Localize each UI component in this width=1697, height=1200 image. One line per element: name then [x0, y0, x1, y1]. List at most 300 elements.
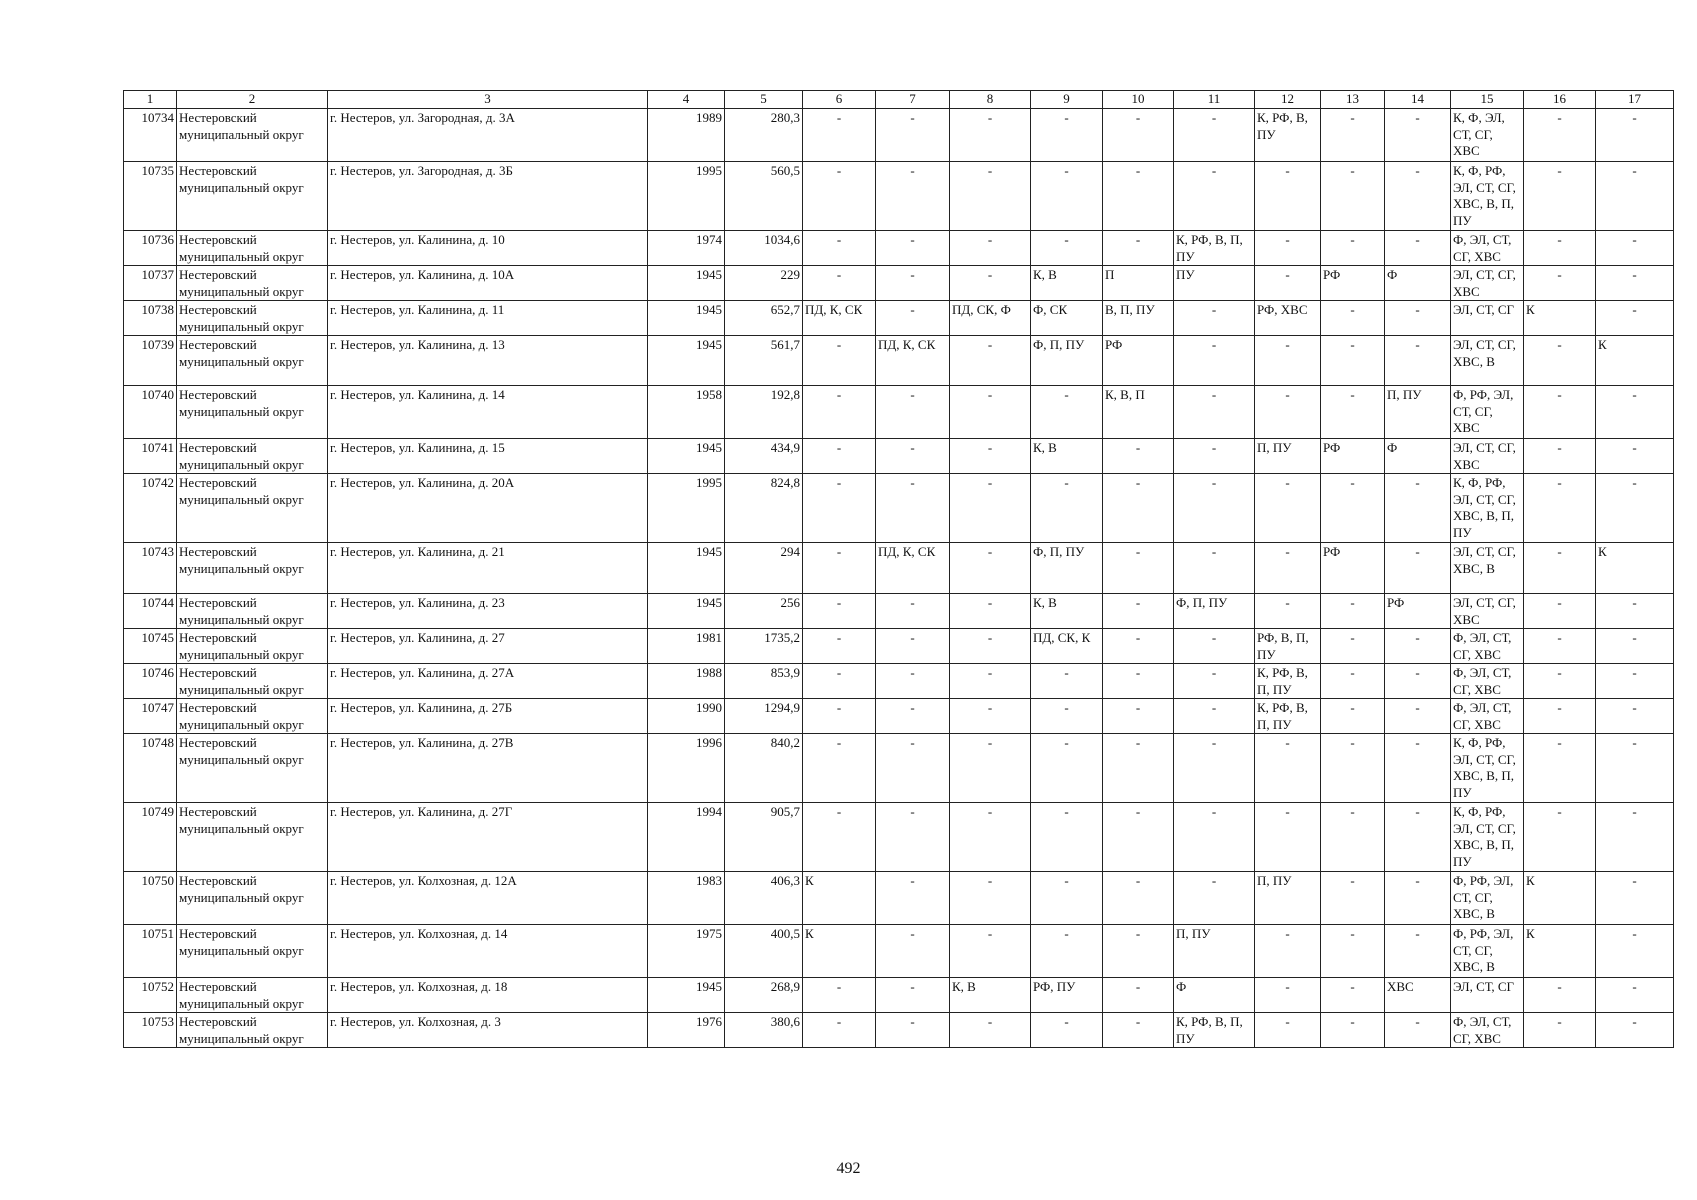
cell-col-3: г. Нестеров, ул. Калинина, д. 14 — [328, 386, 648, 439]
table-row — [124, 336, 1674, 386]
column-header-8: 8 — [950, 91, 1031, 109]
cell-col-1: 10739 — [124, 336, 177, 386]
cell-col-13: - — [1321, 109, 1385, 162]
cell-col-1: 10734 — [124, 109, 177, 162]
cell-col-8: - — [950, 386, 1031, 439]
cell-col-2: Нестеровский муниципальный округ — [177, 699, 328, 734]
cell-col-2: Нестеровский муниципальный округ — [177, 386, 328, 439]
cell-col-10: - — [1103, 629, 1174, 664]
table-row — [124, 109, 1674, 162]
cell-col-8: - — [950, 162, 1031, 231]
cell-col-14: Ф — [1385, 439, 1451, 474]
cell-col-16: - — [1524, 439, 1596, 474]
cell-col-17: - — [1596, 699, 1674, 734]
cell-col-6: - — [803, 386, 876, 439]
cell-col-16: - — [1524, 629, 1596, 664]
cell-col-4: 1974 — [648, 231, 725, 266]
cell-col-8: - — [950, 925, 1031, 978]
column-header-7: 7 — [876, 91, 950, 109]
cell-col-13: - — [1321, 386, 1385, 439]
table-row — [124, 266, 1674, 301]
cell-col-5: 652,7 — [725, 301, 803, 336]
cell-col-6: - — [803, 803, 876, 872]
cell-col-9: - — [1031, 803, 1103, 872]
cell-col-15: Ф, РФ, ЭЛ, СТ, СГ, ХВС, В — [1451, 872, 1524, 925]
cell-col-2: Нестеровский муниципальный округ — [177, 439, 328, 474]
cell-col-3: г. Нестеров, ул. Колхозная, д. 3 — [328, 1013, 648, 1048]
cell-col-11: - — [1174, 629, 1255, 664]
cell-col-16: - — [1524, 162, 1596, 231]
cell-col-5: 192,8 — [725, 386, 803, 439]
cell-col-17: - — [1596, 629, 1674, 664]
cell-col-12: - — [1255, 594, 1321, 629]
cell-col-4: 1995 — [648, 162, 725, 231]
cell-col-1: 10738 — [124, 301, 177, 336]
cell-col-17: - — [1596, 109, 1674, 162]
column-header-14: 14 — [1385, 91, 1451, 109]
column-header-5: 5 — [725, 91, 803, 109]
table-row — [124, 301, 1674, 336]
cell-col-10: - — [1103, 925, 1174, 978]
cell-col-3: г. Нестеров, ул. Калинина, д. 27 — [328, 629, 648, 664]
cell-col-4: 1958 — [648, 386, 725, 439]
cell-col-11: - — [1174, 872, 1255, 925]
cell-col-2: Нестеровский муниципальный округ — [177, 734, 328, 803]
cell-col-10: - — [1103, 734, 1174, 803]
cell-col-14: ХВС — [1385, 978, 1451, 1013]
cell-col-4: 1983 — [648, 872, 725, 925]
cell-col-4: 1945 — [648, 301, 725, 336]
cell-col-1: 10747 — [124, 699, 177, 734]
cell-col-3: г. Нестеров, ул. Калинина, д. 27Г — [328, 803, 648, 872]
cell-col-8: - — [950, 543, 1031, 594]
table-row — [124, 872, 1674, 925]
cell-col-2: Нестеровский муниципальный округ — [177, 109, 328, 162]
cell-col-17: - — [1596, 925, 1674, 978]
cell-col-9: - — [1031, 734, 1103, 803]
column-header-10: 10 — [1103, 91, 1174, 109]
cell-col-5: 561,7 — [725, 336, 803, 386]
cell-col-6: - — [803, 734, 876, 803]
cell-col-12: П, ПУ — [1255, 439, 1321, 474]
cell-col-10: - — [1103, 109, 1174, 162]
cell-col-14: - — [1385, 474, 1451, 543]
cell-col-6: - — [803, 1013, 876, 1048]
cell-col-1: 10752 — [124, 978, 177, 1013]
cell-col-12: - — [1255, 386, 1321, 439]
cell-col-13: - — [1321, 803, 1385, 872]
cell-col-10: К, В, П — [1103, 386, 1174, 439]
cell-col-13: - — [1321, 336, 1385, 386]
cell-col-5: 380,6 — [725, 1013, 803, 1048]
cell-col-11: ПУ — [1174, 266, 1255, 301]
cell-col-15: ЭЛ, СТ, СГ, ХВС — [1451, 266, 1524, 301]
cell-col-5: 400,5 — [725, 925, 803, 978]
cell-col-16: - — [1524, 699, 1596, 734]
cell-col-8: - — [950, 594, 1031, 629]
cell-col-5: 280,3 — [725, 109, 803, 162]
cell-col-5: 1735,2 — [725, 629, 803, 664]
column-header-6: 6 — [803, 91, 876, 109]
cell-col-4: 1989 — [648, 109, 725, 162]
cell-col-1: 10744 — [124, 594, 177, 629]
cell-col-15: Ф, ЭЛ, СТ, СГ, ХВС — [1451, 664, 1524, 699]
cell-col-13: - — [1321, 162, 1385, 231]
cell-col-12: РФ, ХВС — [1255, 301, 1321, 336]
cell-col-8: - — [950, 231, 1031, 266]
cell-col-4: 1988 — [648, 664, 725, 699]
cell-col-6: ПД, К, СК — [803, 301, 876, 336]
cell-col-12: - — [1255, 266, 1321, 301]
column-header-9: 9 — [1031, 91, 1103, 109]
cell-col-4: 1945 — [648, 543, 725, 594]
cell-col-13: - — [1321, 734, 1385, 803]
cell-col-8: - — [950, 1013, 1031, 1048]
cell-col-6: - — [803, 978, 876, 1013]
cell-col-16: - — [1524, 803, 1596, 872]
cell-col-9: Ф, П, ПУ — [1031, 336, 1103, 386]
cell-col-4: 1945 — [648, 594, 725, 629]
column-header-11: 11 — [1174, 91, 1255, 109]
cell-col-12: - — [1255, 803, 1321, 872]
cell-col-7: ПД, К, СК — [876, 543, 950, 594]
column-header-2: 2 — [177, 91, 328, 109]
cell-col-7: - — [876, 734, 950, 803]
cell-col-3: г. Нестеров, ул. Колхозная, д. 18 — [328, 978, 648, 1013]
cell-col-8: К, В — [950, 978, 1031, 1013]
cell-col-1: 10746 — [124, 664, 177, 699]
cell-col-16: К — [1524, 301, 1596, 336]
cell-col-8: - — [950, 699, 1031, 734]
cell-col-13: - — [1321, 925, 1385, 978]
cell-col-12: К, РФ, В, ПУ — [1255, 109, 1321, 162]
cell-col-9: - — [1031, 1013, 1103, 1048]
cell-col-16: - — [1524, 594, 1596, 629]
cell-col-17: - — [1596, 664, 1674, 699]
cell-col-3: г. Нестеров, ул. Калинина, д. 15 — [328, 439, 648, 474]
cell-col-7: - — [876, 474, 950, 543]
table-body — [124, 109, 1674, 1048]
cell-col-11: Ф, П, ПУ — [1174, 594, 1255, 629]
cell-col-14: - — [1385, 543, 1451, 594]
cell-col-17: - — [1596, 439, 1674, 474]
cell-col-7: - — [876, 664, 950, 699]
column-header-16: 16 — [1524, 91, 1596, 109]
cell-col-15: ЭЛ, СТ, СГ — [1451, 301, 1524, 336]
cell-col-10: - — [1103, 543, 1174, 594]
cell-col-2: Нестеровский муниципальный округ — [177, 301, 328, 336]
table-row — [124, 543, 1674, 594]
cell-col-15: Ф, ЭЛ, СТ, СГ, ХВС — [1451, 629, 1524, 664]
cell-col-7: - — [876, 1013, 950, 1048]
column-header-4: 4 — [648, 91, 725, 109]
cell-col-16: К — [1524, 925, 1596, 978]
cell-col-4: 1996 — [648, 734, 725, 803]
column-header-13: 13 — [1321, 91, 1385, 109]
cell-col-17: - — [1596, 386, 1674, 439]
cell-col-10: - — [1103, 231, 1174, 266]
cell-col-1: 10748 — [124, 734, 177, 803]
cell-col-11: Ф — [1174, 978, 1255, 1013]
cell-col-16: - — [1524, 543, 1596, 594]
cell-col-16: - — [1524, 664, 1596, 699]
cell-col-7: - — [876, 925, 950, 978]
cell-col-6: - — [803, 474, 876, 543]
cell-col-3: г. Нестеров, ул. Колхозная, д. 14 — [328, 925, 648, 978]
cell-col-3: г. Нестеров, ул. Калинина, д. 21 — [328, 543, 648, 594]
cell-col-15: Ф, РФ, ЭЛ, СТ, СГ, ХВС — [1451, 386, 1524, 439]
table-row — [124, 162, 1674, 231]
cell-col-6: - — [803, 543, 876, 594]
cell-col-5: 229 — [725, 266, 803, 301]
cell-col-13: - — [1321, 231, 1385, 266]
cell-col-4: 1945 — [648, 336, 725, 386]
cell-col-17: - — [1596, 162, 1674, 231]
cell-col-10: В, П, ПУ — [1103, 301, 1174, 336]
cell-col-4: 1975 — [648, 925, 725, 978]
cell-col-17: - — [1596, 872, 1674, 925]
cell-col-1: 10740 — [124, 386, 177, 439]
cell-col-10: П — [1103, 266, 1174, 301]
cell-col-10: - — [1103, 594, 1174, 629]
cell-col-15: Ф, РФ, ЭЛ, СТ, СГ, ХВС, В — [1451, 925, 1524, 978]
cell-col-12: П, ПУ — [1255, 872, 1321, 925]
cell-col-9: - — [1031, 925, 1103, 978]
column-header-3: 3 — [328, 91, 648, 109]
cell-col-10: - — [1103, 162, 1174, 231]
cell-col-15: К, Ф, РФ, ЭЛ, СТ, СГ, ХВС, В, П, ПУ — [1451, 474, 1524, 543]
cell-col-15: Ф, ЭЛ, СТ, СГ, ХВС — [1451, 699, 1524, 734]
cell-col-13: РФ — [1321, 266, 1385, 301]
cell-col-1: 10741 — [124, 439, 177, 474]
cell-col-4: 1976 — [648, 1013, 725, 1048]
cell-col-16: - — [1524, 1013, 1596, 1048]
cell-col-12: - — [1255, 162, 1321, 231]
cell-col-9: РФ, ПУ — [1031, 978, 1103, 1013]
cell-col-9: - — [1031, 872, 1103, 925]
cell-col-11: - — [1174, 301, 1255, 336]
cell-col-15: К, Ф, РФ, ЭЛ, СТ, СГ, ХВС, В, П, ПУ — [1451, 162, 1524, 231]
cell-col-9: - — [1031, 699, 1103, 734]
cell-col-13: - — [1321, 474, 1385, 543]
cell-col-9: Ф, СК — [1031, 301, 1103, 336]
cell-col-7: - — [876, 872, 950, 925]
cell-col-14: - — [1385, 162, 1451, 231]
cell-col-9: - — [1031, 231, 1103, 266]
cell-col-8: - — [950, 474, 1031, 543]
cell-col-5: 406,3 — [725, 872, 803, 925]
cell-col-2: Нестеровский муниципальный округ — [177, 266, 328, 301]
cell-col-6: - — [803, 162, 876, 231]
cell-col-10: - — [1103, 872, 1174, 925]
cell-col-10: РФ — [1103, 336, 1174, 386]
cell-col-2: Нестеровский муниципальный округ — [177, 664, 328, 699]
cell-col-2: Нестеровский муниципальный округ — [177, 336, 328, 386]
cell-col-12: К, РФ, В, П, ПУ — [1255, 664, 1321, 699]
cell-col-12: - — [1255, 474, 1321, 543]
cell-col-11: - — [1174, 336, 1255, 386]
cell-col-15: К, Ф, РФ, ЭЛ, СТ, СГ, ХВС, В, П, ПУ — [1451, 734, 1524, 803]
cell-col-11: - — [1174, 734, 1255, 803]
cell-col-12: - — [1255, 978, 1321, 1013]
cell-col-2: Нестеровский муниципальный округ — [177, 474, 328, 543]
cell-col-8: - — [950, 336, 1031, 386]
cell-col-5: 824,8 — [725, 474, 803, 543]
cell-col-4: 1994 — [648, 803, 725, 872]
cell-col-13: РФ — [1321, 439, 1385, 474]
table-row — [124, 664, 1674, 699]
cell-col-12: - — [1255, 543, 1321, 594]
cell-col-14: - — [1385, 803, 1451, 872]
cell-col-14: РФ — [1385, 594, 1451, 629]
cell-col-14: - — [1385, 231, 1451, 266]
cell-col-17: - — [1596, 803, 1674, 872]
cell-col-13: - — [1321, 664, 1385, 699]
cell-col-14: Ф — [1385, 266, 1451, 301]
cell-col-8: - — [950, 664, 1031, 699]
cell-col-12: РФ, В, П, ПУ — [1255, 629, 1321, 664]
cell-col-12: - — [1255, 1013, 1321, 1048]
cell-col-4: 1945 — [648, 978, 725, 1013]
cell-col-15: ЭЛ, СТ, СГ, ХВС — [1451, 439, 1524, 474]
cell-col-2: Нестеровский муниципальный округ — [177, 925, 328, 978]
cell-col-14: - — [1385, 109, 1451, 162]
cell-col-16: К — [1524, 872, 1596, 925]
cell-col-7: - — [876, 594, 950, 629]
column-header-15: 15 — [1451, 91, 1524, 109]
cell-col-16: - — [1524, 231, 1596, 266]
cell-col-17: - — [1596, 594, 1674, 629]
cell-col-15: ЭЛ, СТ, СГ, ХВС, В — [1451, 336, 1524, 386]
cell-col-11: К, РФ, В, П, ПУ — [1174, 1013, 1255, 1048]
cell-col-13: - — [1321, 978, 1385, 1013]
cell-col-8: - — [950, 109, 1031, 162]
cell-col-5: 560,5 — [725, 162, 803, 231]
cell-col-8: - — [950, 629, 1031, 664]
cell-col-7: - — [876, 231, 950, 266]
cell-col-3: г. Нестеров, ул. Калинина, д. 27В — [328, 734, 648, 803]
cell-col-5: 434,9 — [725, 439, 803, 474]
cell-col-16: - — [1524, 109, 1596, 162]
cell-col-13: - — [1321, 872, 1385, 925]
cell-col-6: - — [803, 109, 876, 162]
cell-col-3: г. Нестеров, ул. Калинина, д. 13 — [328, 336, 648, 386]
cell-col-2: Нестеровский муниципальный округ — [177, 629, 328, 664]
cell-col-7: - — [876, 386, 950, 439]
cell-col-11: К, РФ, В, П, ПУ — [1174, 231, 1255, 266]
table-row — [124, 594, 1674, 629]
cell-col-5: 268,9 — [725, 978, 803, 1013]
cell-col-4: 1990 — [648, 699, 725, 734]
table-row — [124, 439, 1674, 474]
cell-col-5: 256 — [725, 594, 803, 629]
cell-col-15: Ф, ЭЛ, СТ, СГ, ХВС — [1451, 231, 1524, 266]
cell-col-12: - — [1255, 336, 1321, 386]
cell-col-11: - — [1174, 162, 1255, 231]
cell-col-13: РФ — [1321, 543, 1385, 594]
cell-col-12: - — [1255, 231, 1321, 266]
cell-col-2: Нестеровский муниципальный округ — [177, 803, 328, 872]
cell-col-14: - — [1385, 925, 1451, 978]
cell-col-15: ЭЛ, СТ, СГ, ХВС, В — [1451, 543, 1524, 594]
table-row — [124, 231, 1674, 266]
cell-col-14: - — [1385, 336, 1451, 386]
cell-col-8: - — [950, 734, 1031, 803]
cell-col-11: - — [1174, 109, 1255, 162]
cell-col-8: - — [950, 872, 1031, 925]
cell-col-15: ЭЛ, СТ, СГ, ХВС — [1451, 594, 1524, 629]
cell-col-16: - — [1524, 386, 1596, 439]
cell-col-7: - — [876, 803, 950, 872]
cell-col-3: г. Нестеров, ул. Загородная, д. 3Б — [328, 162, 648, 231]
cell-col-6: - — [803, 266, 876, 301]
cell-col-3: г. Нестеров, ул. Калинина, д. 10А — [328, 266, 648, 301]
cell-col-1: 10735 — [124, 162, 177, 231]
cell-col-6: - — [803, 629, 876, 664]
cell-col-7: - — [876, 109, 950, 162]
cell-col-3: г. Нестеров, ул. Калинина, д. 23 — [328, 594, 648, 629]
page-number: 492 — [836, 1160, 861, 1177]
cell-col-17: - — [1596, 231, 1674, 266]
cell-col-14: - — [1385, 872, 1451, 925]
cell-col-13: - — [1321, 629, 1385, 664]
cell-col-14: - — [1385, 664, 1451, 699]
cell-col-9: К, В — [1031, 266, 1103, 301]
cell-col-12: - — [1255, 925, 1321, 978]
cell-col-7: - — [876, 978, 950, 1013]
cell-col-1: 10750 — [124, 872, 177, 925]
cell-col-12: - — [1255, 734, 1321, 803]
cell-col-17: - — [1596, 474, 1674, 543]
cell-col-5: 905,7 — [725, 803, 803, 872]
cell-col-6: - — [803, 231, 876, 266]
cell-col-14: - — [1385, 629, 1451, 664]
cell-col-3: г. Нестеров, ул. Калинина, д. 27А — [328, 664, 648, 699]
cell-col-2: Нестеровский муниципальный округ — [177, 594, 328, 629]
cell-col-2: Нестеровский муниципальный округ — [177, 231, 328, 266]
cell-col-9: - — [1031, 162, 1103, 231]
cell-col-1: 10749 — [124, 803, 177, 872]
cell-col-10: - — [1103, 803, 1174, 872]
table-row — [124, 629, 1674, 664]
cell-col-11: - — [1174, 664, 1255, 699]
header-row — [124, 91, 1674, 109]
cell-col-8: ПД, СК, Ф — [950, 301, 1031, 336]
table-row — [124, 386, 1674, 439]
table-row — [124, 978, 1674, 1013]
table-row — [124, 474, 1674, 543]
cell-col-14: - — [1385, 1013, 1451, 1048]
cell-col-16: - — [1524, 266, 1596, 301]
cell-col-14: - — [1385, 699, 1451, 734]
cell-col-1: 10751 — [124, 925, 177, 978]
cell-col-3: г. Нестеров, ул. Калинина, д. 27Б — [328, 699, 648, 734]
cell-col-1: 10737 — [124, 266, 177, 301]
cell-col-12: К, РФ, В, П, ПУ — [1255, 699, 1321, 734]
cell-col-11: - — [1174, 699, 1255, 734]
cell-col-3: г. Нестеров, ул. Калинина, д. 11 — [328, 301, 648, 336]
cell-col-8: - — [950, 439, 1031, 474]
cell-col-6: - — [803, 664, 876, 699]
cell-col-15: Ф, ЭЛ, СТ, СГ, ХВС — [1451, 1013, 1524, 1048]
cell-col-4: 1945 — [648, 439, 725, 474]
cell-col-15: К, Ф, ЭЛ, СТ, СГ, ХВС — [1451, 109, 1524, 162]
cell-col-14: П, ПУ — [1385, 386, 1451, 439]
cell-col-9: Ф, П, ПУ — [1031, 543, 1103, 594]
cell-col-15: ЭЛ, СТ, СГ — [1451, 978, 1524, 1013]
table-row — [124, 925, 1674, 978]
cell-col-1: 10742 — [124, 474, 177, 543]
